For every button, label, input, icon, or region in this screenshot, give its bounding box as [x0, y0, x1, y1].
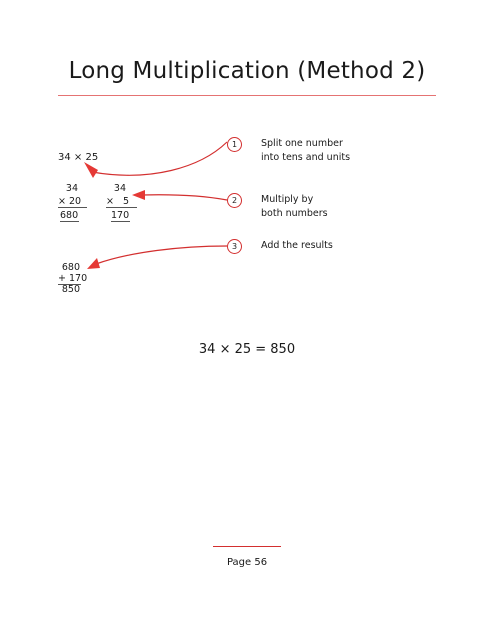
left-top-number: 34 [65, 183, 78, 194]
step-2-line-2: both numbers [261, 208, 328, 219]
right-multiplier-text: × 5 [106, 196, 137, 208]
step-1-line-2: into tens and units [261, 152, 351, 163]
step-1-text [261, 137, 350, 165]
sum-first-addend: 680 [61, 262, 80, 273]
arrowhead-2 [132, 190, 145, 200]
arrow-step-1 [92, 142, 227, 175]
left-multiplier-text: × 20 [58, 196, 87, 208]
step-3-line-1: Add the results [261, 240, 333, 251]
right-top-number: 34 [113, 183, 126, 194]
arrowhead-3 [87, 258, 100, 269]
arrow-step-3 [96, 246, 227, 264]
step-3-text [261, 239, 333, 253]
problem-text: 34 × 25 [58, 152, 99, 163]
footer-divider [213, 546, 281, 547]
step-1-line-1: Split one number [261, 138, 343, 149]
final-result: 34 × 25 = 850 [198, 342, 296, 357]
page-number: Page 56 [226, 557, 268, 568]
step-3-badge: 3 [227, 239, 242, 254]
sum-total: 850 [61, 284, 80, 295]
step-2-text [261, 193, 328, 221]
right-result-text: 170 [111, 210, 130, 221]
left-result-text: 680 [60, 210, 79, 221]
arrow-step-2 [142, 195, 227, 200]
step-2-line-1: Multiply by [261, 194, 314, 205]
step-2-badge: 2 [227, 193, 242, 208]
arrowhead-1 [84, 162, 98, 178]
page-title: Long Multiplication (Method 2) [68, 58, 426, 84]
step-1-badge: 1 [227, 137, 242, 152]
sum-second-addend-text: + 170 [58, 273, 88, 284]
